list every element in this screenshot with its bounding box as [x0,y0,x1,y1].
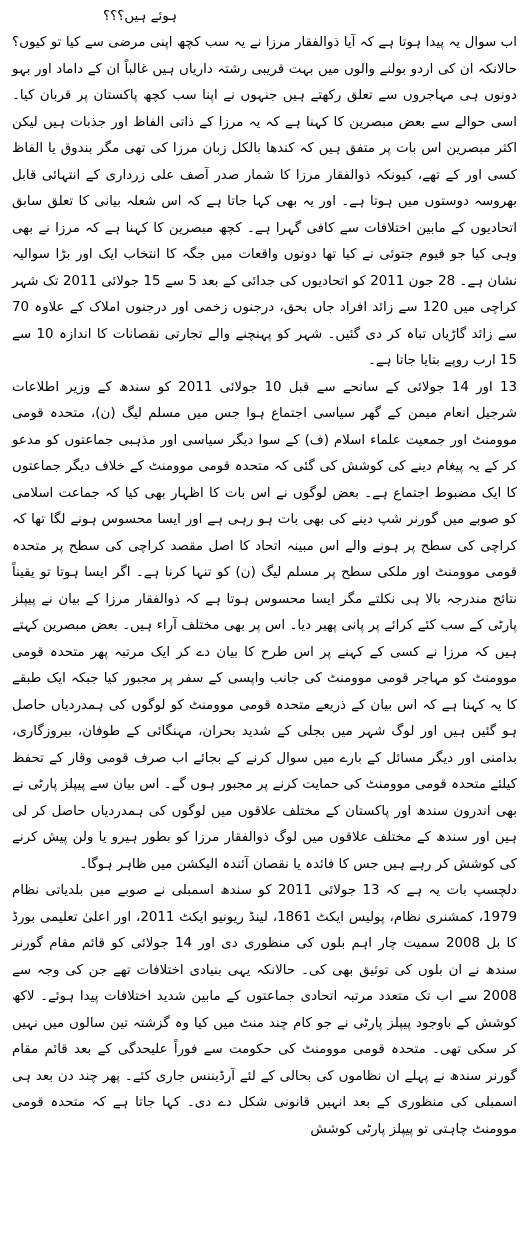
paragraph-3: دلچسپ بات یہ ہے کہ 13 جولائی 2011 کو سندھ اسمبلی نے صوبے میں بلدیاتی نظام 1979، کمشنری نظام، پولیس ایکٹ 1861، لینڈ ریونیو ایکٹ 2011، اور اعلیٰ تعلیمی بورڈ کا بل 2008 سمیت چار اہم بلوں کی منظوری دی اور 14 جولائی کو قائم مقام گورنر سندھ نے ان بلوں کی توثیق بھی کی۔ حالانکہ یہی بنیادی اختلافات تھے جن کی وجہ سے 2008 سے اب تک متعدد مرتبہ اتحادی جماعتوں کے مابین شدید اختلافات پیدا ہوئے۔ لاکھ کوشش کے باوجود پیپلز پارٹی نے جو کام چند منٹ میں کیا وہ گزشتہ تین سالوں میں نہیں کر سکی تھی۔ متحدہ قومی موومنٹ کی حکومت سے فوراً علیحدگی کے بعد قائم مقام گورنر سندھ نے پہلے ان نظاموں کی بحالی کے لئے آرڈیننس جاری کئے۔ پھر چند دن بعد ہی اسمبلی کی منظوری کے بعد انہیں قانونی شکل دے دی۔ کہا جاتا ہے کہ متحدہ قومی موومنٹ چاہتی تو پیپلز پارٹی کوشش [12,883,518,1137]
continued-heading-fragment: ہوئے ہیں؟؟؟ [103,9,177,24]
paragraph-2: 13 اور 14 جولائی کے سانحے سے قبل 10 جولائی 2011 کو سندھ کے وزیر اطلاعات شرجیل انعام میمن کے گھر سیاسی اجتماع ہوا جس میں مسلم لیگ (ن)، متحدہ قومی موومنٹ اور جمعیت علماء اسلام (ف) کے سوا دیگر سیاسی اور مذہبی جماعتوں کو مدعو کر کے یہ پیغام دینے کی کوشش کی گئی کہ متحدہ قومی موومنٹ کے خلاف دیگر جماعتوں کا ایک مضبوط اجتماع ہے۔ بعض لوگوں نے اس بات کا اظہار بھی کیا کہ جماعت اسلامی کو صوبے میں گورنر شپ دینے کی بھی بات ہو رہی ہے اور ایسا محسوس ہونے لگا تھا کہ کراچی کی سطح پر ہونے والے اس مبینہ اتحاد کا اصل مقصد کراچی کی سطح پر متحدہ قومی موومنٹ اور ملکی سطح پر مسلم لیگ (ن) کو تنہا کرنا ہے۔ اگر ایسا ہوتا تو یقیناً نتائج مندرجہ بالا ہی نکلتے مگر ایسا محسوس ہوتا ہے کہ ذوالفقار مرزا کے بیان نے پیپلز پارٹی کے سب کئے کرائے پر پانی پھیر دیا۔ اس پر بھی مختلف آراء ہیں۔ بعض مبصرین کہتے ہیں کہ مرزا نے کسی کے کہنے پر اس طرح کا بیان دے کر ایک مرتبہ پھر متحدہ قومی موومنٹ کو مہاجر قومی موومنٹ کی جانب واپسی کے سفر پر مجبور کیا جبکہ ایک طبقے کا یہ کہنا ہے کہ اس بیان کے ذریعے متحدہ قومی موومنٹ کو لوگوں کی ہمدردیاں حاصل ہو گئیں ہیں اور لوگ شہر میں بجلی کے شدید بحران، مہنگائی کے طوفان، بیروزگاری، بدامنی اور دیگر مسائل کے بارے میں سوال کرنے کے بجائے اب صرف قومی وقار کے تحفظ کیلئے متحدہ قومی موومنٹ کی حمایت کرنے پر مجبور ہوں گے۔ اس بیان سے پیپلز پارٹی نے بھی اندرون سندھ اور پاکستان کے مختلف علاقوں میں لوگوں کی ہمدردیاں حاصل کر لی ہیں اور سندھ کے مختلف علاقوں میں لوگ ذوالفقار مرزا کو بطور ہیرو یا ولن پیش کرنے کی کوشش کر رہے ہیں جس کا فائدہ یا نقصان آئندہ الیکشن میں ظاہر ہوگا۔ [12,379,517,872]
paragraph-1: اب سوال یہ پیدا ہوتا ہے کہ آیا ذوالفقار مرزا نے یہ سب کچھ اپنی مرضی سے کیا تو کیوں؟ حالانکہ ان کی اردو بولنے والوں میں بہت قریبی رشتہ داریاں ہیں غالباً ان کے داماد اور بہو دونوں ہی مہاجروں سے تعلق رکھتے ہیں جنہوں نے اپنا سب کچھ پاکستان پر قربان کیا۔ اسی حوالے سے بعض مبصرین کا کہنا ہے کہ یہ مرزا کے ذاتی الفاظ اور جذبات ہیں لیکن اکثر مبصرین اس بات پر متفق ہیں کہ کندھا بالکل زبان مرزا کی تھی مگر بندوق یا الفاظ کسی اور کے تھے، کیونکہ ذوالفقار مرزا کا شمار صدر آصف علی زرداری کے انتہائی قابل بھروسہ دوستوں میں ہوتا ہے۔ اور یہ بھی کہا جاتا ہے کہ اس شعلہ بیانی کا تعلق سابق اتحادیوں کے مابین اختلافات سے کافی گہرا ہے۔ کچھ مبصرین کا کہنا ہے کہ مرزا نے بھی وہی کیا جو قیوم جتوئی نے کیا تھا دونوں واقعات میں جگہ کا انتخاب ایک اور بڑا سوالیہ نشان ہے۔ 28 جون 2011 کو اتحادیوں کی جدائی کے بعد 5 سے 15 جولائی 2011 تک شہر کراچی میں 120 سے زائد افراد جاں بحق، درجنوں زخمی اور درجنوں املاک کے علاوہ 70 سے زائد گاڑیاں تباہ کر دی گئیں۔ شہر کو پہنچنے والے تجارتی نقصانات کا اندازہ 10 سے 15 ارب روپے بتایا جاتا ہے۔ [12,35,518,368]
